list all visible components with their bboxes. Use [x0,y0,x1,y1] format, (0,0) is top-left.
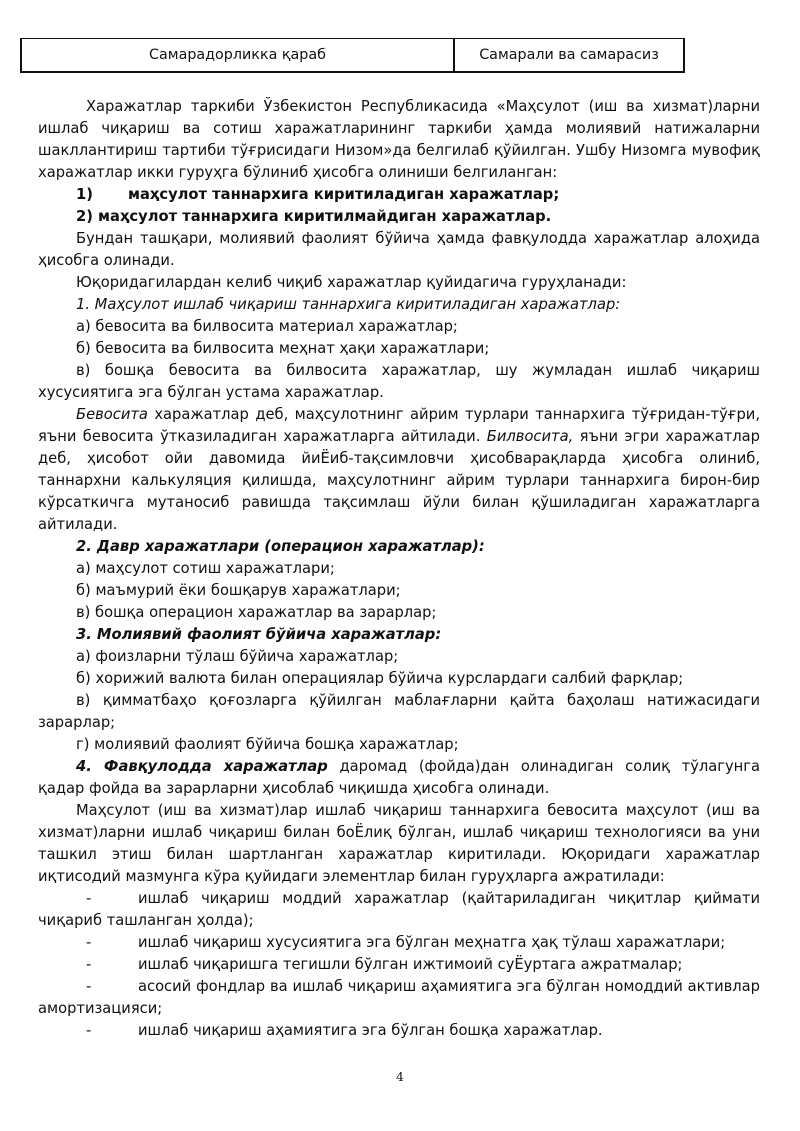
dash-text: ишлаб чиқариш моддий харажатлар (қайтариладиган чиқитлар қиймати чиқариб ташланган ҳолда); [38,890,760,929]
dash-item [38,888,760,932]
list-text: маҳсулот таннархига киритиладиган харажатлар; [128,186,560,203]
paragraph: Бундан ташқари, молиявий фаолият бўйича ҳамда фавқулодда харажатлар алоҳида ҳисобга олинади. [38,230,760,269]
list-item: в) бошқа операцион харажатлар ва зарарлар; [76,604,437,621]
dash-item [38,954,760,976]
paragraph: Маҳсулот (иш ва хизмат)лар ишлаб чиқариш таннархига бевосита маҳсулот (иш ва хизмат)ларни ишлаб чиқариш билан боЁлиқ бўлган, ишлаб чиқариш технологияси ва уни ташкил этиш билан шартланган харажатлар киритилади. Юқоридаги харажатлар иқтисодий мазмунга кўра қуйидаги элементлар билан гуруҳларга ажратилади: [38,802,760,885]
table-row [21,39,684,73]
list-item: а) бевосита ва билвосита материал харажатлар; [76,318,458,335]
paragraph [38,404,760,536]
text-span: даромад (фойда)дан олинадиган солиқ тўлагунга қадар фойда ва зарарларни ҳисоблаб чиқишда ҳисобга олинади. [38,758,761,797]
list-item: а) фоизларни тўлаш бўйича харажатлар; [76,648,399,665]
dash-marker: - [86,956,92,973]
dash-item [38,932,760,954]
text-span: яъни эгри харажатлар деб, ҳисобот ойи давомида йиЁиб-тақсимловчи ҳисобварақларда ҳисобга олиниб, таннархни калькуляция қилишда, маҳсулотнинг айрим турлари таннархига бирон-бир кўрсаткичга мутаносиб равишда тақсимлаш йўли билан қўшиладиган харажатларга айтилади. [38,428,760,533]
dash-text: асосий фондлар ва ишлаб чиқариш аҳамиятига эга бўлган номоддий активлар амортизацияси; [38,978,760,1017]
section-heading: 4. Фавқулодда харажатлар [76,758,328,775]
dash-marker: - [86,1022,92,1039]
paragraph [38,756,760,800]
dash-item [38,1020,760,1042]
list-number: 1) [76,186,93,203]
section-heading: 3. Молиявий фаолият бўйича харажатлар: [76,626,442,643]
dash-item [38,976,760,1020]
list-item: г) молиявий фаолият бўйича бошқа харажатлар; [76,736,459,753]
italic-term: Билвосита, [486,428,574,445]
classification-table [20,38,685,73]
list-item [38,184,760,206]
section-heading: 2. Давр харажатлари (операцион харажатлар): [76,538,485,555]
table-cell: Самарадорликка қараб [21,39,454,73]
italic-term: Бевосита [76,406,148,423]
dash-text: ишлаб чиқаришга тегишли бўлган ижтимоий суЁуртага ажратмалар; [138,956,683,973]
list-item: в) қимматбаҳо қоғозларга қўйилган маблағларни қайта баҳолаш натижасидаги зарарлар; [38,692,760,731]
list-item: б) бевосита ва билвосита меҳнат ҳақи харажатлари; [76,340,490,357]
list-item: 2) маҳсулот таннархига киритилмайдиган харажатлар. [76,208,552,225]
document-body [38,96,760,1042]
paragraph: Юқоридагилардан келиб чиқиб харажатлар қуйидагича гуруҳланади: [76,274,627,291]
dash-marker: - [86,978,92,995]
dash-text: ишлаб чиқариш хусусиятига эга бўлган меҳнатга ҳақ тўлаш харажатлари; [138,934,726,951]
text-span: харажатлар деб, маҳсулотнинг айрим турлари таннархига тўғридан-тўғри, яъни бевосита ўтказиладиган харажатларга айтилади. [38,406,760,445]
page-number: 4 [396,1070,404,1084]
list-item: а) маҳсулот сотиш харажатлари; [76,560,335,577]
paragraph: Харажатлар таркиби Ўзбекистон Республикасида «Маҳсулот (иш ва хизмат)ларни ишлаб чиқариш ва сотиш харажатларининг таркиби ҳамда молиявий натижаларни шакллантириш тартиби тўғрисидаги Низом»да белгилаб қўйилган. Ушбу Низомга мувофиқ харажатлар икки гуруҳга бўлиниб ҳисобга олиниши белгиланган: [38,98,760,181]
list-item: б) маъмурий ёки бошқарув харажатлари; [76,582,401,599]
section-heading: 1. Маҳсулот ишлаб чиқариш таннархига киритиладиган харажатлар: [76,296,621,313]
dash-text: ишлаб чиқариш аҳамиятига эга бўлган бошқа харажатлар. [138,1022,603,1039]
dash-marker: - [86,934,92,951]
list-item: б) хорижий валюта билан операциялар бўйича курслардаги салбий фарқлар; [76,670,684,687]
dash-marker: - [86,890,92,907]
list-item: в) бошқа бевосита ва билвосита харажатлар, шу жумладан ишлаб чиқариш хусусиятига эга бўлган устама харажатлар. [38,362,760,401]
table-cell: Самарали ва самарасиз [454,39,684,73]
